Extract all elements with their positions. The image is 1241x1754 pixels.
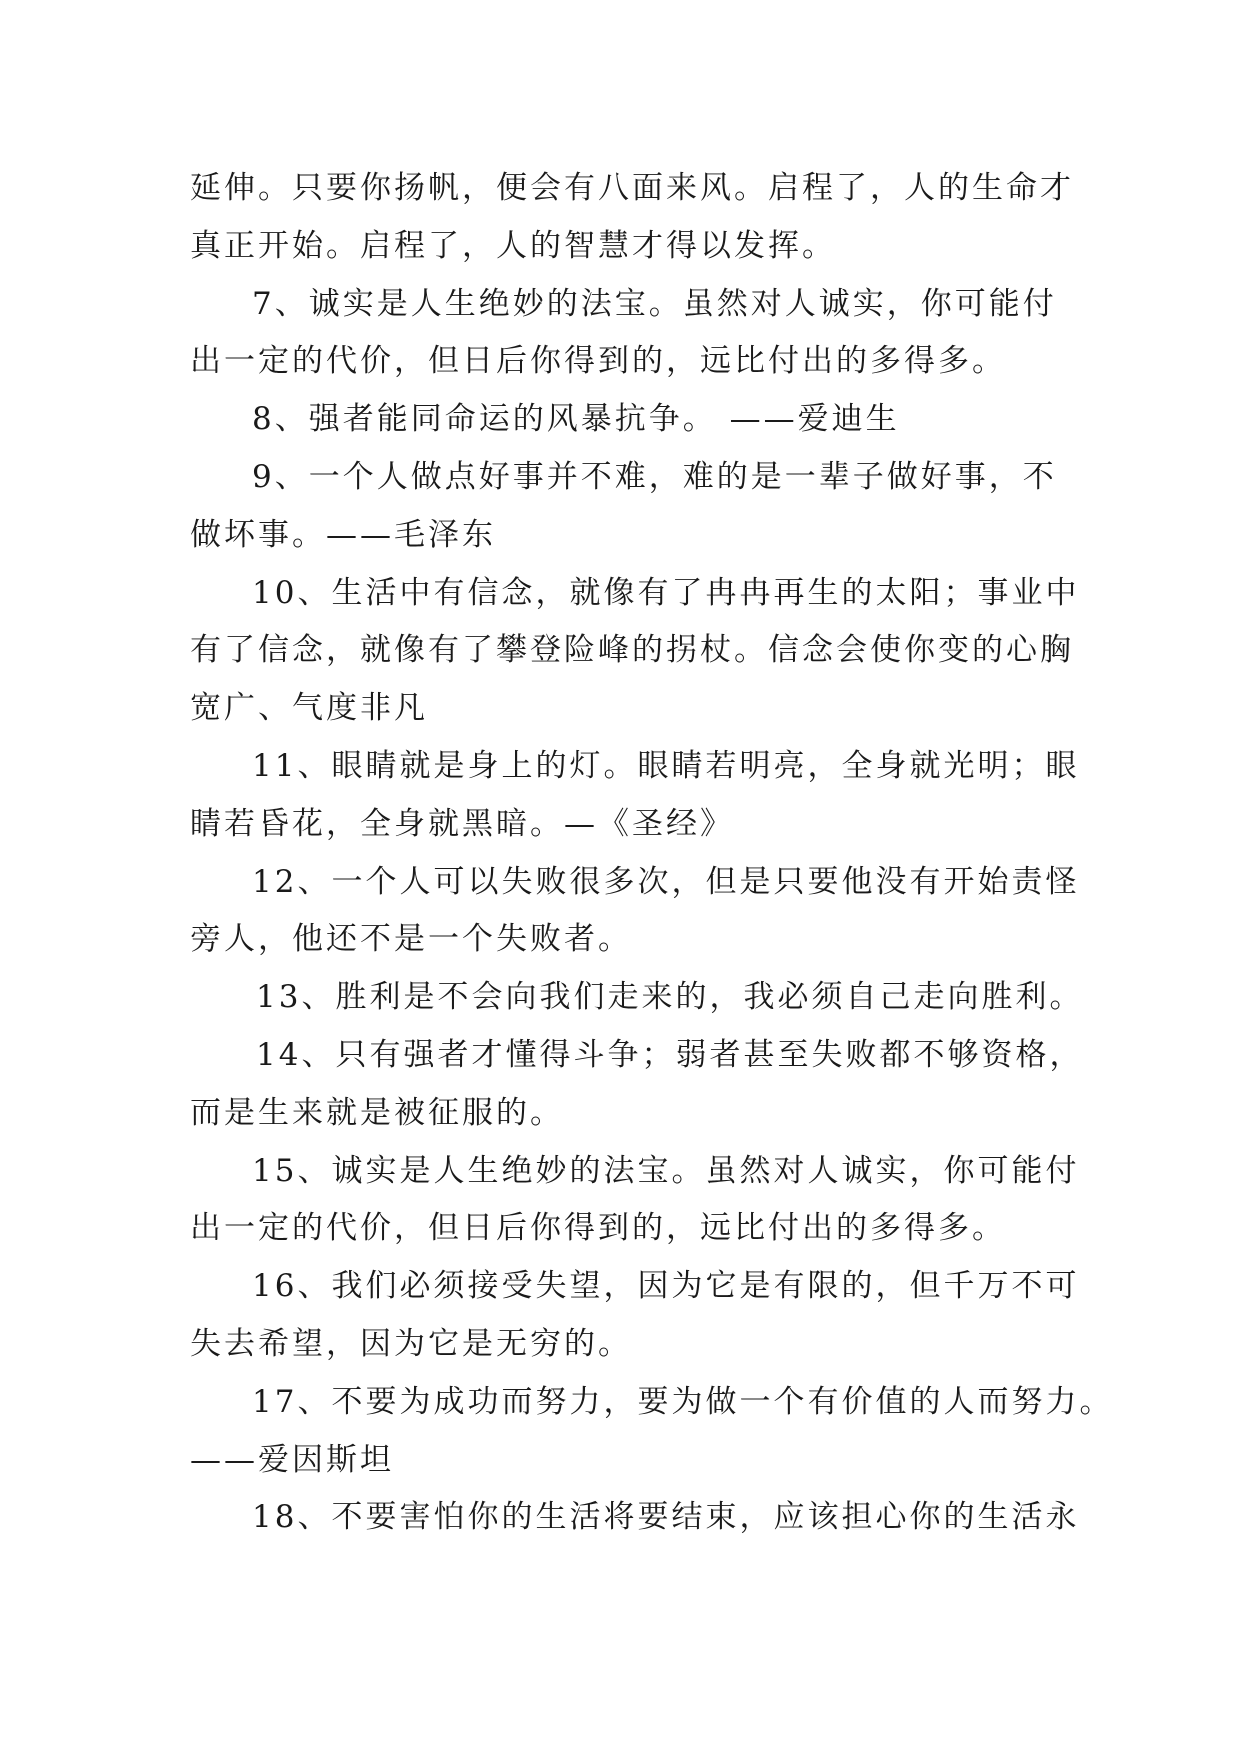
text-line: 失去希望，因为它是无穷的。 — [190, 1325, 632, 1362]
quote-8: 8、强者能同命运的风暴抗争。 ——爱迪生 — [252, 401, 900, 438]
document-body — [190, 160, 1114, 1547]
text-line: 真正开始。启程了，人的智慧才得以发挥。 — [190, 227, 836, 264]
text-line: 出一定的代价，但日后你得到的，远比付出的多得多。 — [190, 1210, 1006, 1247]
quote-13: 13、胜利是不会向我们走来的，我必须自己走向胜利。 — [256, 979, 1084, 1016]
quote-17-start: 17、不要为成功而努力，要为做一个有价值的人而努力。 — [252, 1383, 1114, 1420]
quote-10-start: 10、生活中有信念，就像有了冉冉再生的太阳；事业中 — [252, 574, 1080, 611]
text-line: 延伸。只要你扬帆，便会有八面来风。启程了，人的生命才 — [190, 170, 1074, 206]
quote-16-start: 16、我们必须接受失望，因为它是有限的，但千万不可 — [252, 1268, 1080, 1305]
text-line: 做坏事。——毛泽东 — [190, 516, 496, 553]
quote-7-start: 7、诚实是人生绝妙的法宝。虽然对人诚实，你可能付 — [252, 285, 1057, 322]
quote-18-start: 18、不要害怕你的生活将要结束，应该担心你的生活永 — [252, 1499, 1080, 1536]
quote-12-start: 12、一个人可以失败很多次，但是只要他没有开始责怪 — [252, 863, 1080, 900]
text-line: 出一定的代价，但日后你得到的，远比付出的多得多。 — [190, 343, 1006, 380]
quote-11-start: 11、眼睛就是身上的灯。眼睛若明亮，全身就光明；眼 — [252, 747, 1080, 784]
quote-15-start: 15、诚实是人生绝妙的法宝。虽然对人诚实，你可能付 — [252, 1152, 1080, 1189]
text-line: 旁人，他还不是一个失败者。 — [190, 921, 632, 958]
text-line: 而是生来就是被征服的。 — [190, 1094, 564, 1131]
quote-14-start: 14、只有强者才懂得斗争；弱者甚至失败都不够资格， — [256, 1036, 1084, 1073]
text-line: 有了信念，就像有了攀登险峰的拐杖。信念会使你变的心胸 — [190, 632, 1074, 669]
text-line: ——爱因斯坦 — [190, 1441, 394, 1478]
text-line: 睛若昏花，全身就黑暗。—《圣经》 — [190, 805, 734, 842]
text-line: 宽广、气度非凡 — [190, 690, 428, 727]
quote-9-start: 9、一个人做点好事并不难，难的是一辈子做好事，不 — [252, 458, 1057, 495]
